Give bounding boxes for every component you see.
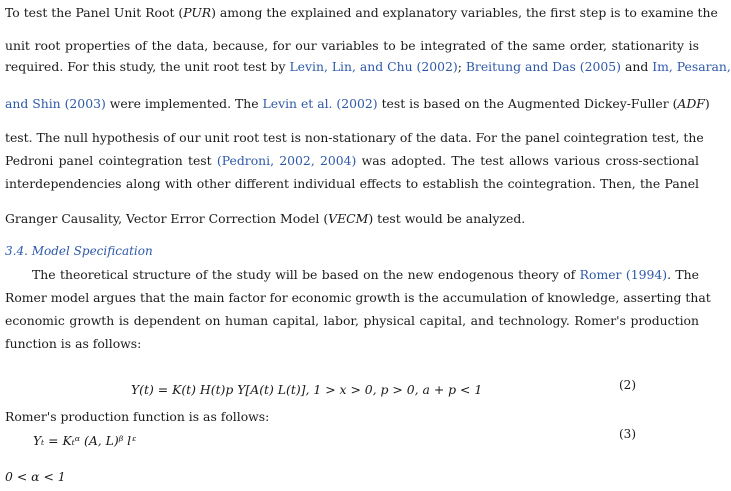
equation-3-number: (3) — [619, 427, 636, 441]
equation-3: Yₜ = Kₜᵅ (A, L)ᵝ lᵋ — [33, 433, 137, 448]
equation-condition: 0 < α < 1 — [5, 469, 66, 484]
para1-line-8: Granger Causality, Vector Error Correction Model (VECM) test would be analyzed. — [5, 211, 526, 226]
citation-link[interactable]: Breitung and Das (2005) — [465, 59, 622, 74]
equation-2: Y(t) = K(t) H(t)p Y[A(t) L(t)], 1 > x > 0, p > 0, a + p < 1 — [131, 382, 483, 397]
para1-line-3: required. For this study, the unit root test by Levin, Lin, and Chu (2002); Breitung and Das (2005) and Im, Pesaran, — [5, 59, 731, 74]
para1-line-1: To test the Panel Unit Root (PUR) among the explained and explanatory variables, the first step is to examine the — [5, 5, 718, 20]
para2-line-3: economic growth is dependent on human capital, labor, physical capital, and technology. Romer's production — [5, 313, 699, 328]
para2-line-2: Romer model argues that the main factor for economic growth is the accumulation of knowledge, asserting that — [5, 290, 711, 305]
section-heading: 3.4. Model Specification — [5, 244, 153, 258]
equation-2-number: (2) — [619, 378, 636, 392]
para2-line-1: The theoretical structure of the study will be based on the new endogenous theory of Romer (1994). The — [32, 267, 699, 282]
para1-line-2: unit root properties of the data, because, for our variables to be integrated of the same order, stationarity is — [5, 38, 699, 53]
equation-intro-text: Romer's production function is as follows: — [5, 409, 270, 424]
para1-line-5: test. The null hypothesis of our unit root test is non-stationary of the data. For the panel cointegration test, the — [5, 130, 704, 145]
para1-line-4: and Shin (2003) were implemented. The Levin et al. (2002) test is based on the Augmented Dickey-Fuller (ADF) — [5, 96, 710, 111]
citation-link[interactable]: Im, Pesaran, — [652, 59, 731, 74]
para1-line-6: Pedroni panel cointegration test (Pedroni, 2002, 2004) was adopted. The test allows various cross-sectional — [5, 153, 699, 168]
citation-link[interactable]: Romer (1994) — [579, 267, 668, 282]
citation-link[interactable]: Levin, Lin, and Chu (2002) — [289, 59, 458, 74]
citation-link[interactable]: and Shin (2003) — [5, 96, 106, 111]
para1-line-7: interdependencies along with other different individual effects to establish the cointegration. Then, the Panel — [5, 176, 699, 191]
citation-link[interactable]: Levin et al. (2002) — [262, 96, 378, 111]
citation-link[interactable]: (Pedroni, 2002, 2004) — [216, 153, 357, 168]
para2-line-4: function is as follows: — [5, 336, 142, 351]
